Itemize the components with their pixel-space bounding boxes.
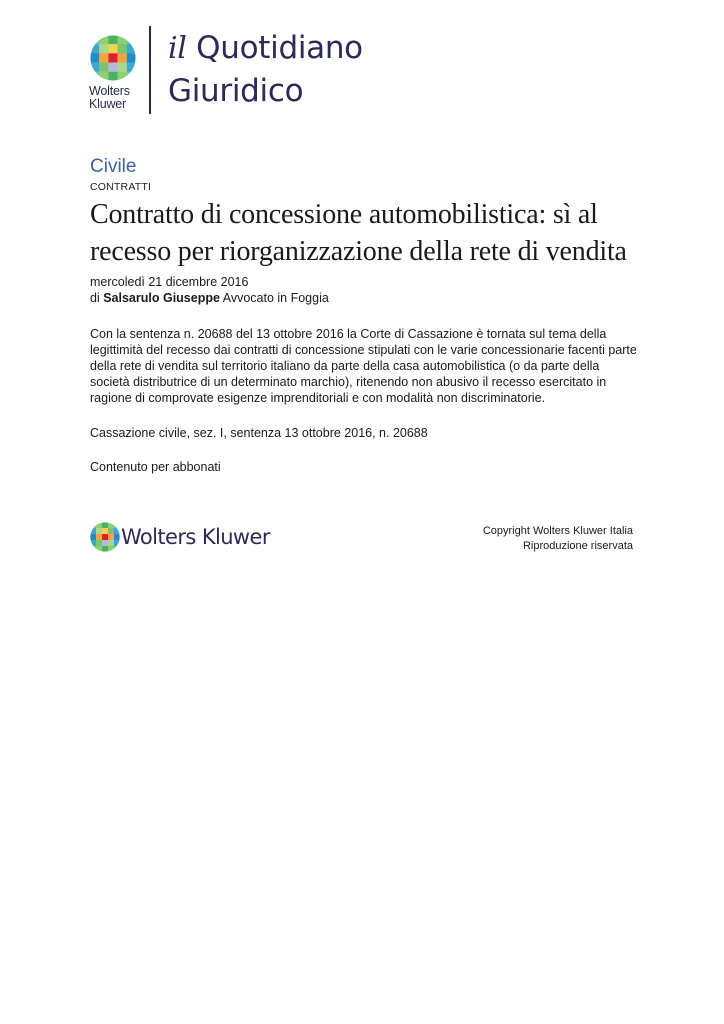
author-name: Salsarulo Giuseppe (103, 291, 220, 305)
footer-wordmark: Wolters Kluwer (121, 525, 270, 549)
publication-title-line-2: Giuridico (168, 73, 304, 109)
byline (90, 290, 638, 306)
copyright-notice (483, 524, 633, 554)
header-logo (88, 26, 418, 118)
article (90, 155, 638, 475)
section-name: Civile (90, 156, 137, 177)
wolters-kluwer-wordmark (89, 85, 130, 111)
wolters-kluwer-globe-icon (90, 35, 136, 81)
publication-title-line-1 (168, 30, 363, 66)
publication-name-1: Quotidiano (196, 30, 363, 66)
subsection-label: CONTRATTI (90, 181, 152, 193)
article-headline: Contratto di concessione automobilistica: sì al recesso per riorganizzazione della rete di vendita (90, 199, 627, 267)
publication-date: mercoledì 21 dicembre 2016 (90, 275, 249, 289)
brand-line-2: Kluwer (89, 97, 127, 111)
reproduction-notice: Riproduzione riservata (522, 540, 633, 552)
byline-prefix: di (90, 291, 100, 305)
footer-logo (90, 522, 280, 554)
publication-prefix: il (168, 31, 187, 66)
author-role: Avvocato in Foggia (222, 291, 329, 305)
subscriber-note: Contenuto per abbonati (90, 460, 221, 474)
case-citation: Cassazione civile, sez. I, sentenza 13 ottobre 2016, n. 20688 (90, 426, 428, 440)
wolters-kluwer-logo (88, 32, 140, 112)
copyright-line: Copyright Wolters Kluwer Italia (482, 525, 633, 537)
logo-divider (149, 26, 151, 114)
wolters-kluwer-footer-globe-icon (90, 522, 120, 552)
brand-line-1: Wolters (89, 84, 130, 98)
article-abstract: Con la sentenza n. 20688 del 13 ottobre 2016 la Corte di Cassazione è tornata sul tema della legittimità del recesso dai contratti di concessione stipulati con le varie concessionarie facenti parte della rete di vendita sul territorio italiano da parte della casa automobilistica (o da parte della società distributrice di un determinato marchio), ritenendo non abusivo il recesso esercitato in ragione di comprovate esigenze imprenditoriali e con modalità non discriminatorie. (90, 327, 637, 405)
